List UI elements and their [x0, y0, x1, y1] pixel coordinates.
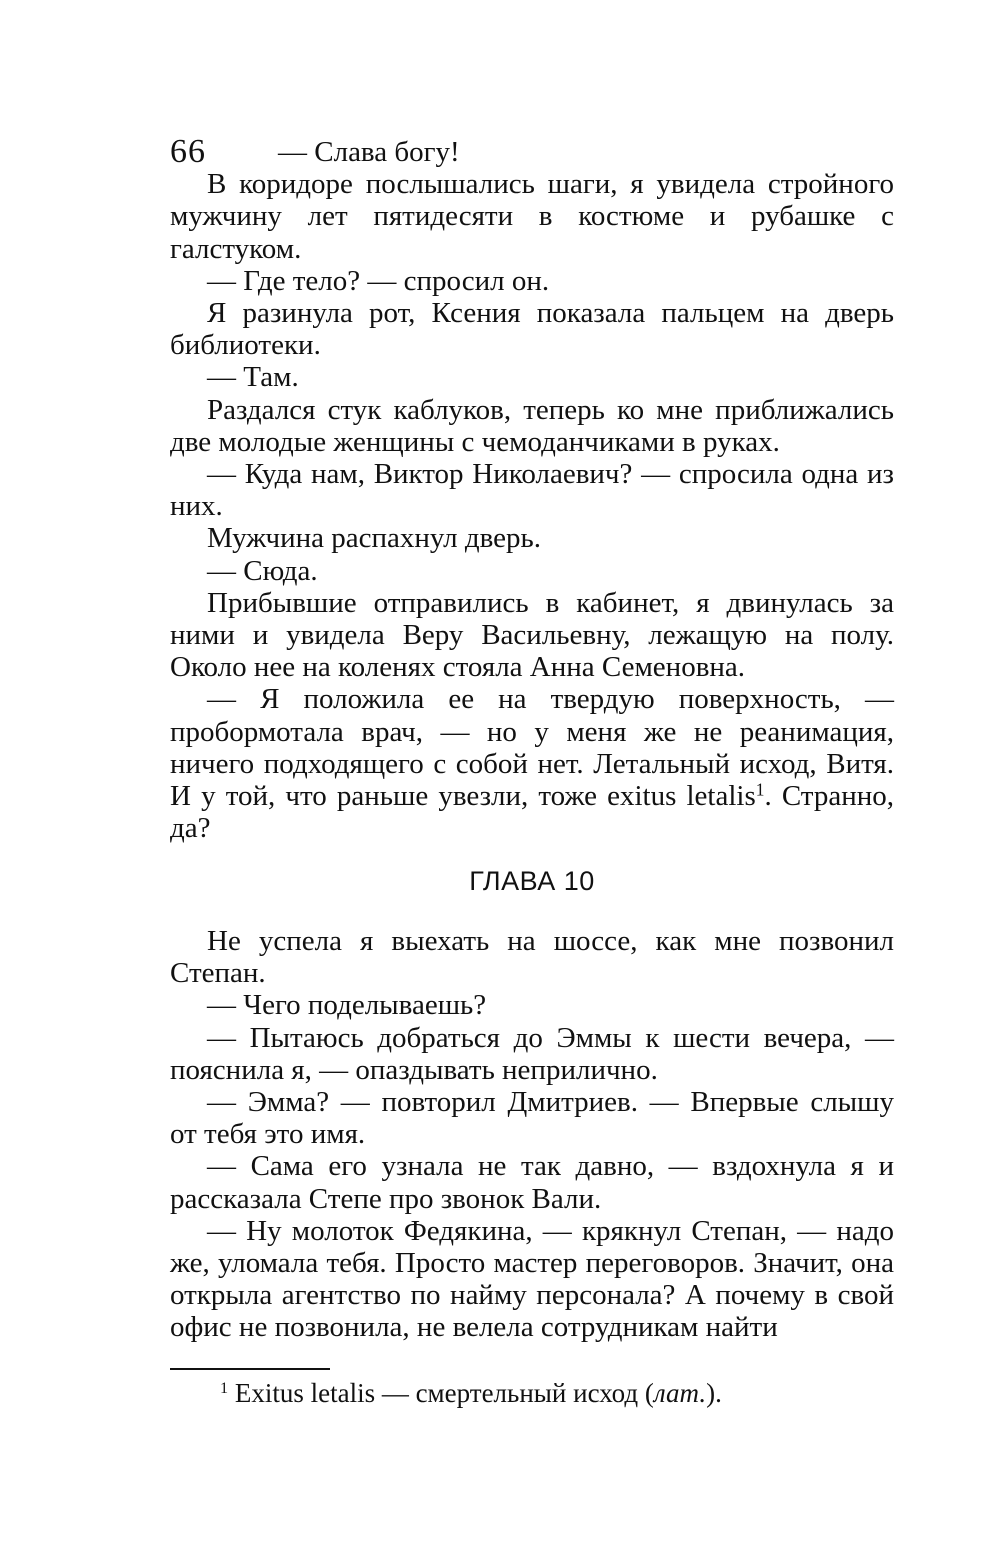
footnote-divider — [170, 1368, 330, 1370]
page-number: 66 — [170, 133, 206, 170]
paragraph: — Слава богу! — [278, 136, 460, 168]
footnote-italic: лат. — [653, 1378, 707, 1408]
paragraph: Не успела я выехать на шоссе, как мне позвонил Степан. — [170, 925, 894, 990]
text-block-top — [170, 136, 894, 844]
paragraph: Раздался стук каблуков, теперь ко мне приближались две молодые женщины с чемоданчиками в руках. — [170, 393, 894, 458]
footnote-text: Exitus letalis — смертельный исход ( — [228, 1378, 654, 1408]
paragraph-text: — Я положила ее на твердую поверхность, — пробормотала врач, — но у меня же не реанимация, ничего подходящего с собой нет. Летальный исход, Витя. И у той, что раньше увезли, тоже exitus letalis — [170, 683, 894, 813]
text-block-bottom — [170, 925, 894, 1344]
paragraph: — Чего поделываешь? — [207, 989, 487, 1022]
paragraph-with-footnote — [170, 683, 894, 844]
paragraph: — Куда нам, Виктор Николаевич? — спросила одна из них. — [170, 458, 894, 523]
footnote — [170, 1377, 894, 1409]
footnote-end: ). — [706, 1378, 722, 1408]
chapter-heading: ГЛАВА 10 — [469, 866, 595, 896]
paragraph: — Ну молоток Федякина, — крякнул Степан, — надо же, уломала тебя. Просто мастер переговоров. Значит, она открыла агентство по найму персонала? А почему в свой офис не позвонила, не велела сотрудникам найти — [170, 1214, 894, 1344]
paragraph: — Где тело? — спросил он. — [207, 264, 550, 297]
footnote-reference: 1 — [755, 779, 765, 800]
paragraph: Прибывшие отправились в кабинет, я двинулась за ними и увидела Веру Васильевну, лежащую на полу. Около нее на коленях стояла Анна Семеновна. — [170, 586, 894, 684]
footnote-number: 1 — [220, 1379, 229, 1398]
paragraph: — Пытаюсь добраться до Эммы к шести вечера, — пояснила я, — опаздывать неприлично. — [170, 1021, 894, 1086]
paragraph: Я разинула рот, Ксения показала пальцем на дверь библиотеки. — [170, 297, 894, 362]
paragraph: — Сама его узнала не так давно, — вздохнула я и рассказала Степе про звонок Вали. — [170, 1150, 894, 1215]
paragraph-text-end: . Странно, да? — [170, 780, 894, 845]
paragraph: — Сюда. — [207, 554, 318, 587]
paragraph: — Там. — [207, 361, 299, 394]
paragraph: — Эмма? — повторил Дмитриев. — Впервые слышу от тебя это имя. — [170, 1086, 894, 1151]
paragraph: В коридоре послышались шаги, я увидела стройного мужчину лет пятидесяти в костюме и рубашке с галстуком. — [170, 168, 894, 265]
paragraph: Мужчина распахнул дверь. — [207, 522, 541, 555]
